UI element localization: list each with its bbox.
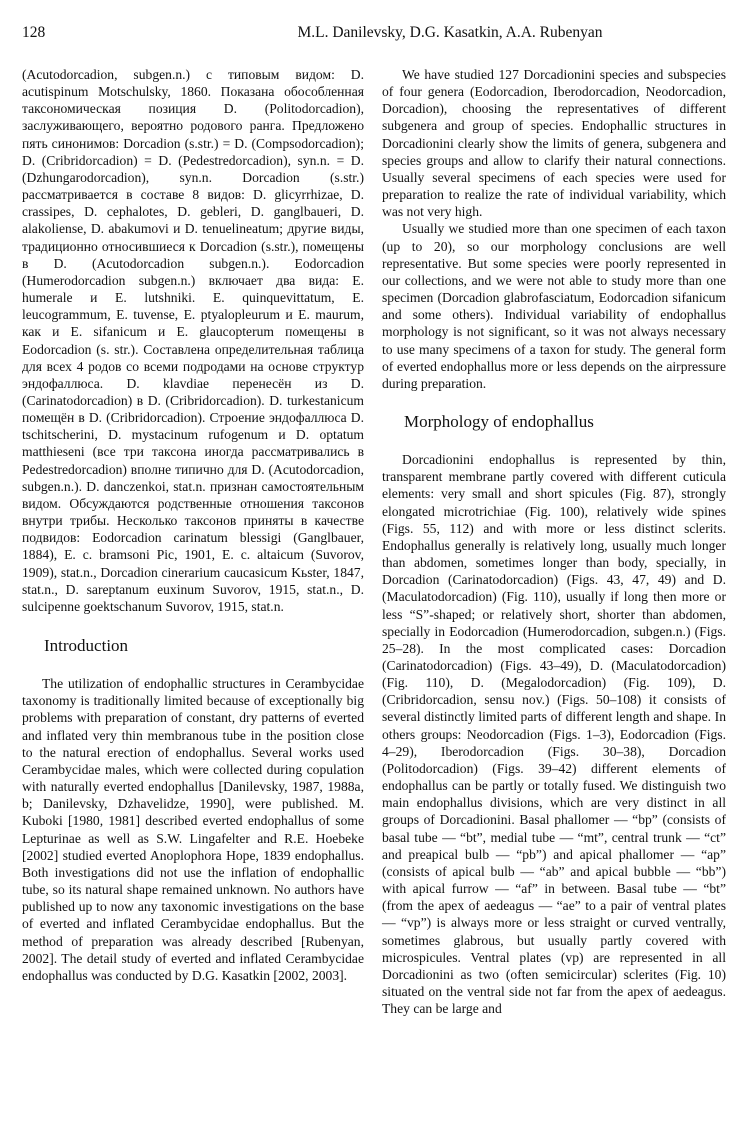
introduction-paragraph: The utilization of endophallic structures in Cerambycidae taxonomy is traditionally limited because of exceptionally big problems with preparation of constant, dry patterns of everted and inflated very thin membranous tube in the position close to the natural erection of endophallus. Several works used Cerambycidae males, which were collected during copulation with naturally everted endophallus [Danilevsky, 1987, 1988a, b; Danilevsky, Dzhavelidze, 1990], were published. M. Kuboki [1980, 1981] described everted endophallus of some Lepturinae as well as S.W. Lingafelter and R.E. Hoebeke [2002] studied everted Anoplophora Hope, 1839 endophallus. Both investigations did not use the inflation of endophallic tube, so its natural shape remained unknown. No authors have published up to now any taxonomic investigations on the base of everted and inflated Cerambycidae endophallus. But the method of preparation was already described [Rubenyan, 2002]. The detail study of everted and inflated Cerambycidae endophallus was conducted by D.G. Kasatkin [2002, 2003]. [22, 676, 364, 983]
introduction-heading: Introduction [44, 636, 129, 655]
running-header [22, 24, 728, 44]
page-number: 128 [22, 24, 46, 41]
running-title: M.L. Danilevsky, D.G. Kasatkin, A.A. Rubenyan [297, 24, 603, 41]
right-column [382, 66, 726, 1017]
body-paragraph-1: We have studied 127 Dorcadionini species and subspecies of four genera (Eodorcadion, Iberodorcadion, Neodorcadion, Dorcadion), choosing the representatives of different subgenera and group of species. Endophallic structures in Dorcadionini clearly show the limits of genera, subgenera and species groups and allow to clarify their natural connections. Usually several specimens of each species were used for preparation to realize the rate of individual variability, which was not very high. [382, 67, 726, 220]
body-paragraph-2: Usually we studied more than one specimen of each taxon (up to 20), so our morphology conclusions are well representative. But some species were poorly represented in our collections, and we were not able to study more than one specimen (Dorcadion glabrofasciatum, Eodorcadion sifanicum and some others). Individual variability of endophallus morphology is not significant, so it was not always necessary to use many specimens of a taxon for study. The general form of everted endophallus more or less depends on the airpressure during preparation. [382, 221, 726, 391]
left-column [22, 66, 364, 984]
russian-summary-paragraph: (Acutodorcadion, subgen.n.) с типовым видом: D. acutispinum Motschulsky, 1860. Показана обособленная таксономическая позиция D. (Politodorcadion), заслуживающего, вероятно родового ранга. Предложено пять синонимов: Dorcadion (s.str.) = D. (Compsodorcadion); D. (Cribridorcadion) = D. (Pedestredorcadion), syn.n. = D. (Dzhungarodorcadion), syn.n. Dorcadion (s.str.) рассматривается в составе 8 видов: D. glicyrrhizae, D. crassipes, D. cephalotes, D. gebleri, D. ganglbaueri, D. alakoliense, D. abakumovi и D. tenuelineatum; другие виды, традиционно относившиеся к Dorcadion (s.str.), помещены в D. (Acutodorcadion subgen.n.). Eodorcadion (Humerodorcadion subgen.n.) включает два вида: E. humerale и E. lutshniki. E. quinquevittatum, E. leucogrammum, E. tuvense, E. ptyalopleurum и E. maurum, как и E. sifanicum и E. glaucopterum помещены в Eodorcadion (s. str.). Составлена определительная таблица для всех 4 родов со всеми подродами на основе структур эндофаллюса. D. klavdiae перенесён из D. (Carinatodorcadion) в D. (Cribridorcadion). D. turkestanicum помещён в D. (Cribridorcadion). Строение эндофаллюса D. tschitscherini, D. mystacinum rufogenum и D. optatum matthieseni (все три таксона иногда рассматривались в Pedestredorcadion) вполне типично для D. (Acutodorcadion, subgen.n.). D. danczenkoi, stat.n. признан самостоятельным видом. Обсуждаются родственные отношения таксонов внутри трибы. Несколько таксонов приняты в качестве подвидов: Eodorcadion carinatum blessigi (Ganglbauer, 1884), E. c. bramsoni Pic, 1901, E. c. altaicum (Suvorov, 1909), stat.n., Dorcadion cinerarium caucasicum Kьster, 1847, stat.n., D. sareptanum euxinum Suvorov, 1915, stat.n., D. sulcipenne goektschanum Suvorov, 1915, stat.n. [22, 67, 364, 614]
morphology-heading: Morphology of endophallus [404, 411, 594, 431]
body-paragraph-3: Dorcadionini endophallus is represented by thin, transparent membrane partly covered with different cuticula elements: very small and short spicules (Fig. 87), strongly elongated microtrichiae (Fig. 100), relatively wide spines (Figs. 55, 112) and with more or less distinct sclerits. Endophallus generally is relatively long, usually much longer than abdomen, sometimes longer than body, specially, in Dorcadion (Carinatodorcadion) (Figs. 43, 47, 49) and D. (Maculatodorcadion) (Fig. 110), usually if long then more or less “S”-shaped; or relatively short, shorter than abdomen, specially in Eodorcadion (Humerodorcadion, subgen.n.) (Figs. 25–28). In the most complicated cases: Dorcadion (Carinatodorcadion) (Figs. 43–49), D. (Maculatodorcadion) (Fig. 110), D. (Megalodorcadion) (Fig. 109), D. (Cribridorcadion, sensu nov.) (Figs. 50–108) it consists of several distinctly limited parts of different length and shape. In others groups: Neodorcadion (Figs. 1–3), Eodorcadion (Figs. 4–29), Iberodorcadion (Figs. 30–38), Dorcadion (Politodorcadion) (Figs. 39–42) different elements of endophallus can be partly or totally fused. We distinguish two main endophallus divisions, which are very distinct in all groups of Dorcadionini. Basal phallomer — “bp” (consists of basal tube — “bt”, medial tube — “mt”, central trunk — “ct” and preapical bulb — “pb”) and apical phallomer — “ap” (consists of apical bulb — “ab” and apical bubble — “bb”) with apical furrow — “af” in between. Basal tube — “bt” (from the apex of aedeagus — “ae” to a pair of ventral plates — “vp”) is always more or less straight or curved ventrally, sometimes glabrous, but usually partly covered with microspicules. Ventral plates (vp) are represented in all Dorcadionini as two (often semicircular) sclerites (Fig. 10) situated on the ventral side not far from the apex of aedeagus. They can be large and [382, 452, 726, 1017]
